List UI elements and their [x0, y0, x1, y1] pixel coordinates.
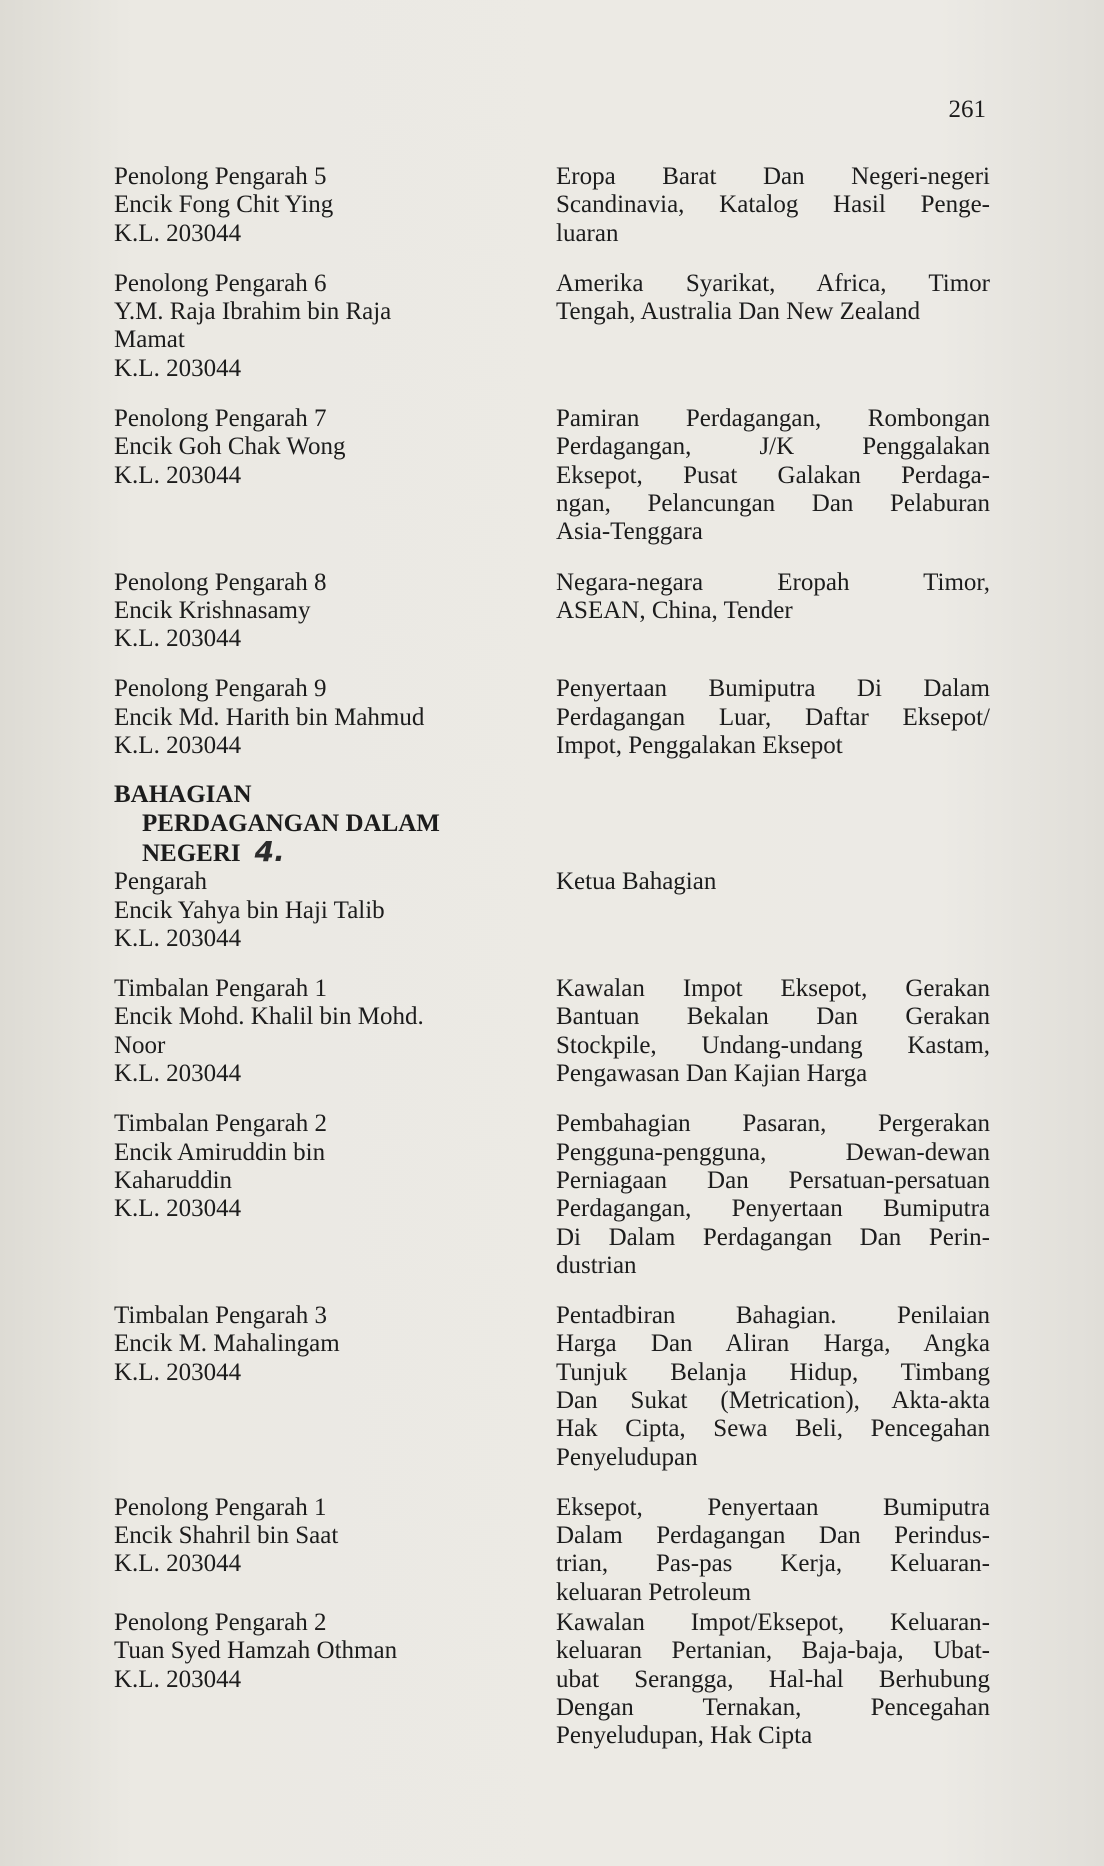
directory-entry	[114, 1110, 990, 1280]
officer-line: Encik Goh Chak Wong	[114, 433, 346, 461]
officer-line: Encik Fong Chit Ying	[114, 191, 334, 219]
responsibility-line: Kawalan Impot/Eksepot, Keluaran-	[556, 1609, 990, 1637]
officer-line: Encik Md. Harith bin Mahmud	[114, 703, 425, 731]
responsibility-line: Di Dalam Perdagangan Dan Perin-	[556, 1223, 990, 1251]
officer-line: Penolong Pengarah 6	[114, 269, 327, 297]
responsibility-line: Tengah, Australia Dan New Zealand	[556, 298, 921, 326]
officer-line: K.L. 203044	[114, 1195, 242, 1223]
responsibility-line: Hak Cipta, Sewa Beli, Pencegahan	[556, 1415, 990, 1443]
directory-entry	[114, 163, 990, 248]
responsibility-line: Perdagangan, Penyertaan Bumiputra	[556, 1195, 990, 1223]
section-heading-line: PERDAGANGAN DALAM	[142, 809, 440, 837]
officer-details	[114, 405, 524, 546]
responsibility-line: ASEAN, China, Tender	[556, 596, 793, 624]
officer-details	[114, 1494, 524, 1607]
officer-line: Encik Amiruddin bin	[114, 1138, 326, 1166]
responsibility-line: ngan, Pelancungan Dan Pelaburan	[556, 489, 990, 517]
officer-line: K.L. 203044	[114, 354, 242, 382]
officer-line: Penolong Pengarah 8	[114, 568, 327, 596]
directory-entry	[114, 868, 990, 953]
responsibility-line: Dan Sukat (Metrication), Akta-akta	[556, 1386, 990, 1414]
responsibility-line: Ketua Bahagian	[556, 868, 717, 896]
handwritten-note: 4.	[254, 834, 285, 868]
officer-line: Penolong Pengarah 9	[114, 675, 327, 703]
directory-entry	[114, 675, 990, 760]
officer-line: Encik M. Mahalingam	[114, 1330, 340, 1358]
responsibility-line: Dengan Ternakan, Pencegahan	[556, 1693, 990, 1721]
officer-details	[114, 868, 524, 953]
responsibility-line: keluaran Petroleum	[556, 1578, 752, 1606]
responsibilities	[556, 569, 990, 654]
officer-line: Mamat	[114, 326, 185, 354]
officer-line: K.L. 203044	[114, 219, 242, 247]
officer-line: Penolong Pengarah 2	[114, 1609, 327, 1637]
responsibility-line: Perdagangan Luar, Daftar Eksepot/	[556, 703, 990, 731]
officer-line: Penolong Pengarah 5	[114, 163, 327, 190]
officer-line: Tuan Syed Hamzah Othman	[114, 1637, 398, 1665]
responsibility-line: Amerika Syarikat, Africa, Timor	[556, 269, 990, 297]
responsibility-line: Impot, Penggalakan Eksepot	[556, 732, 843, 760]
responsibility-line: Penyeludupan	[556, 1443, 698, 1471]
responsibility-line: Pentadbiran Bahagian. Penilaian	[556, 1302, 990, 1330]
responsibility-line: Pamiran Perdagangan, Rombongan	[556, 405, 990, 433]
officer-line: K.L. 203044	[114, 732, 242, 760]
responsibility-line: Bantuan Bekalan Dan Gerakan	[556, 1003, 990, 1031]
responsibility-line: keluaran Pertanian, Baja-baja, Ubat-	[556, 1637, 990, 1665]
responsibility-line: Asia-Tenggara	[556, 518, 703, 546]
responsibility-line: dustrian	[556, 1251, 637, 1279]
responsibility-line: Penyertaan Bumiputra Di Dalam	[556, 675, 990, 703]
officer-details	[114, 569, 524, 654]
responsibilities	[556, 1609, 990, 1750]
responsibility-line: Dalam Perdagangan Dan Perindus-	[556, 1522, 990, 1550]
section-entries	[114, 868, 990, 1750]
responsibility-line: Harga Dan Aliran Harga, Angka	[556, 1330, 990, 1358]
page-number: 261	[948, 96, 986, 123]
officer-line: Encik Krishnasamy	[114, 596, 311, 624]
responsibility-line: Stockpile, Undang-undang Kastam,	[556, 1031, 990, 1059]
officer-details	[114, 975, 524, 1088]
responsibility-line: trian, Pas-pas Kerja, Keluaran-	[556, 1550, 990, 1578]
directory-entry	[114, 975, 990, 1088]
officer-line: K.L. 203044	[114, 1550, 242, 1578]
responsibilities	[556, 868, 990, 953]
responsibility-line: Scandinavia, Katalog Hasil Penge-	[556, 191, 990, 219]
responsibility-line: Pengguna-pengguna, Dewan-dewan	[556, 1138, 990, 1166]
directory-entry	[114, 405, 990, 546]
responsibility-line: Pembahagian Pasaran, Pergerakan	[556, 1110, 990, 1138]
directory-entry	[114, 1494, 990, 1607]
directory-entry	[114, 1609, 990, 1750]
officer-details	[114, 675, 524, 760]
responsibilities	[556, 1110, 990, 1280]
responsibility-line: Negara-negara Eropah Timor,	[556, 568, 990, 596]
directory-list	[114, 163, 990, 1751]
officer-line: K.L. 203044	[114, 1060, 242, 1088]
responsibilities	[556, 975, 990, 1088]
directory-entry	[114, 1302, 990, 1472]
officer-line: Noor	[114, 1031, 166, 1059]
officer-line: Pengarah	[114, 868, 208, 896]
directory-entry	[114, 270, 990, 383]
responsibilities	[556, 1494, 990, 1607]
responsibility-line: Eksepot, Penyertaan Bumiputra	[556, 1493, 990, 1521]
responsibility-line: Perdagangan, J/K Penggalakan	[556, 433, 990, 461]
officer-details	[114, 270, 524, 383]
responsibility-line: Pengawasan Dan Kajian Harga	[556, 1060, 868, 1088]
officer-line: K.L. 203044	[114, 1358, 242, 1386]
officer-details	[114, 163, 524, 248]
officer-line: Encik Shahril bin Saat	[114, 1522, 339, 1550]
section-heading-line: NEGERI 4.	[142, 834, 285, 868]
responsibilities	[556, 1302, 990, 1472]
responsibility-line: luaran	[556, 219, 619, 247]
division-entries	[114, 163, 990, 760]
officer-line: K.L. 203044	[114, 461, 242, 489]
responsibilities	[556, 270, 990, 383]
officer-line: Timbalan Pengarah 2	[114, 1110, 327, 1138]
responsibility-line: Tunjuk Belanja Hidup, Timbang	[556, 1358, 990, 1386]
directory-entry	[114, 569, 990, 654]
officer-details	[114, 1302, 524, 1472]
responsibility-line: Eropa Barat Dan Negeri-negeri	[556, 163, 990, 190]
officer-line: Timbalan Pengarah 1	[114, 975, 327, 1003]
responsibility-line: Eksepot, Pusat Galakan Perdaga-	[556, 461, 990, 489]
officer-line: Encik Mohd. Khalil bin Mohd.	[114, 1003, 424, 1031]
officer-line: Kaharuddin	[114, 1166, 233, 1194]
officer-line: Penolong Pengarah 7	[114, 405, 327, 433]
section-heading-line: BAHAGIAN	[114, 781, 252, 809]
responsibility-line: Penyeludupan, Hak Cipta	[556, 1722, 813, 1750]
officer-line: Encik Yahya bin Haji Talib	[114, 896, 385, 924]
responsibility-line: Perniagaan Dan Persatuan-persatuan	[556, 1166, 990, 1194]
officer-line: Y.M. Raja Ibrahim bin Raja	[114, 298, 392, 326]
officer-details	[114, 1110, 524, 1280]
responsibilities	[556, 675, 990, 760]
responsibilities	[556, 405, 990, 546]
officer-line: K.L. 203044	[114, 924, 242, 952]
officer-line: Timbalan Pengarah 3	[114, 1302, 327, 1330]
responsibilities	[556, 163, 990, 248]
officer-details	[114, 1609, 524, 1750]
officer-line: K.L. 203044	[114, 625, 242, 653]
section-heading	[114, 781, 990, 868]
officer-line: Penolong Pengarah 1	[114, 1493, 327, 1521]
responsibility-line: Kawalan Impot Eksepot, Gerakan	[556, 975, 990, 1003]
officer-line: K.L. 203044	[114, 1665, 242, 1693]
responsibility-line: ubat Serangga, Hal-hal Berhubung	[556, 1665, 990, 1693]
